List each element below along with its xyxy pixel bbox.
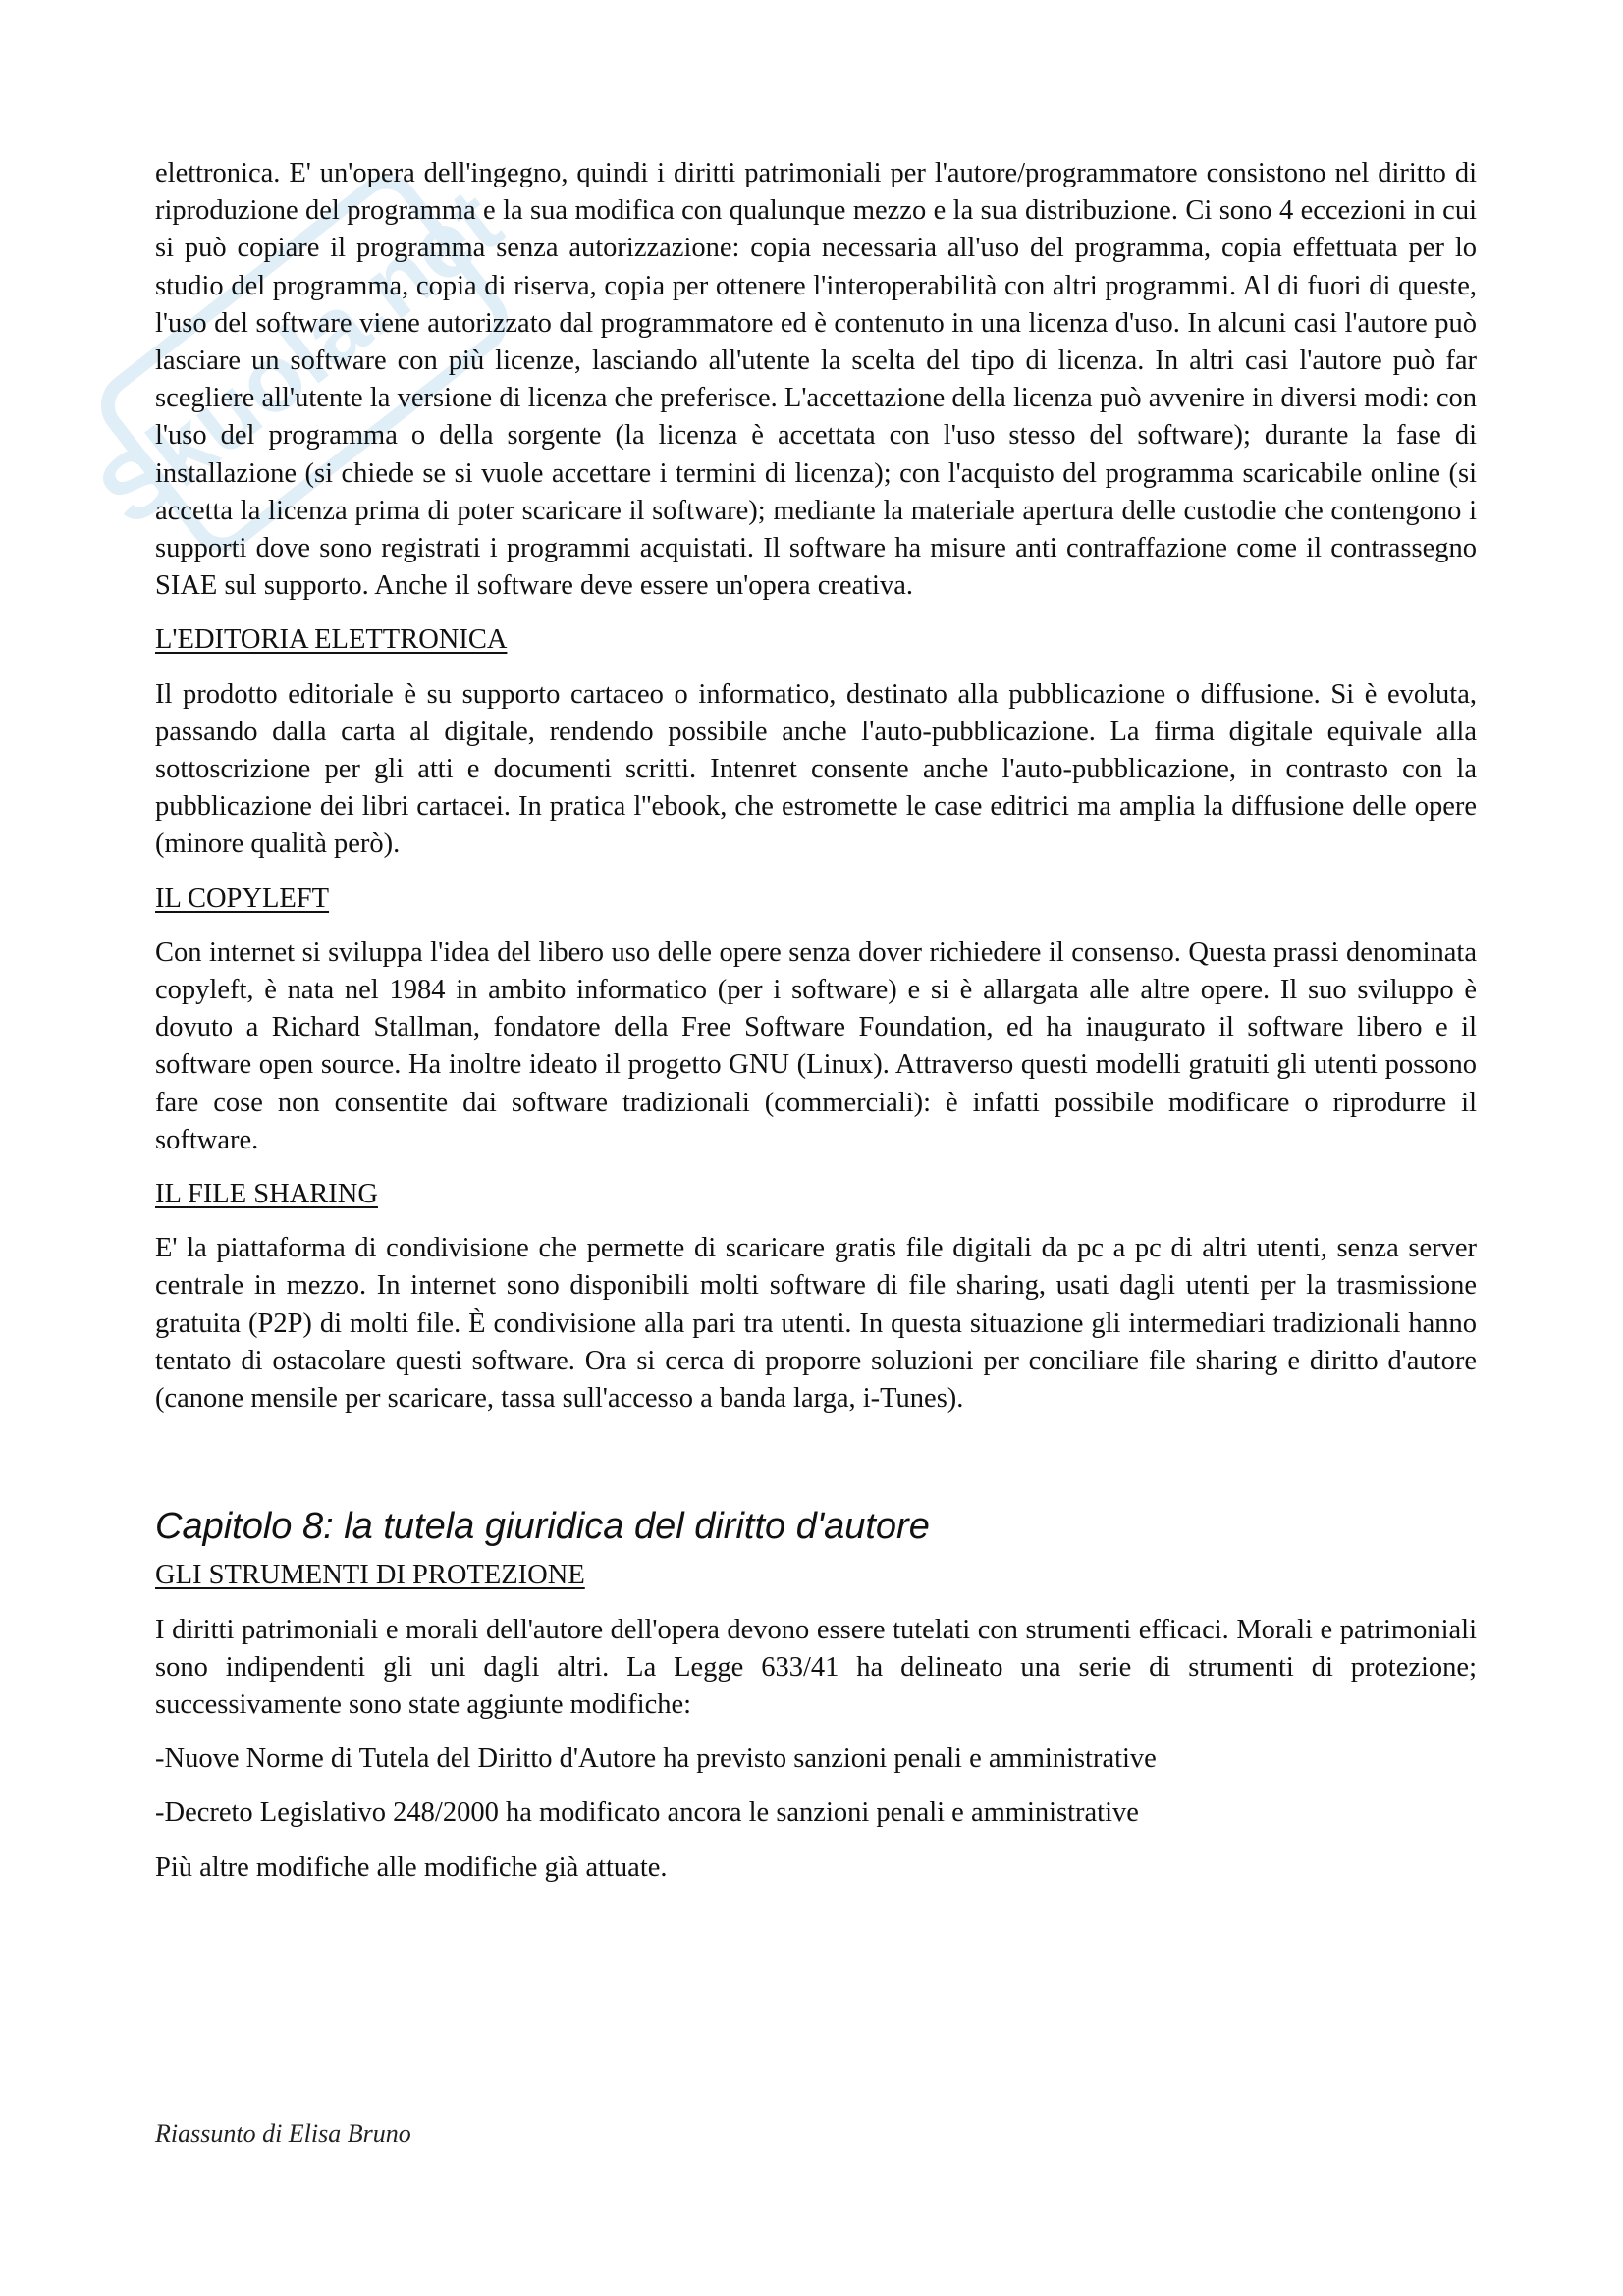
document-page — [155, 155, 1477, 1903]
paragraph: I diritti patrimoniali e morali dell'autore dell'opera devono essere tutelati con strumenti efficaci. Morali e patrimoniali sono indipendenti gli uni dagli altri. La Legge 633/41 ha delineato una serie di strumenti di protezione; successivamente sono state aggiunte modifiche: — [155, 1614, 1477, 1720]
list-item: -Nuove Norme di Tutela del Diritto d'Autore ha previsto sanzioni penali e amministrative — [155, 1743, 1157, 1775]
page-footer: Riassunto di Elisa Bruno — [155, 2119, 411, 2148]
section-heading-editoria: L'EDITORIA ELETTRONICA — [155, 624, 508, 656]
paragraph: Il prodotto editoriale è su supporto cartaceo o informatico, destinato alla pubblicazione o diffusione. Si è evoluta, passando dalla carta al digitale, rendendo possibile anche l'auto-pubblicazione. La firma digitale equivale alla sottoscrizione per gli atti e documenti scritti. Intenret consente anche l'auto-pubblicazione, in contrasto con la pubblicazione dei libri cartacei. In pratica l''ebook, che estromette le case editrici ma amplia la diffusione delle opere (minore qualità però). — [155, 678, 1477, 860]
list-item: -Decreto Legislativo 248/2000 ha modificato ancora le sanzioni penali e amministrative — [155, 1797, 1139, 1829]
watermark-text: Skuola.net — [80, 169, 520, 546]
section-heading-file-sharing: IL FILE SHARING — [155, 1179, 378, 1210]
section-heading-strumenti: GLI STRUMENTI DI PROTEZIONE — [155, 1560, 585, 1591]
section-heading-copyleft: IL COPYLEFT — [155, 882, 330, 914]
paragraph: elettronica. E' un'opera dell'ingegno, quindi i diritti patrimoniali per l'autore/programmatore consistono nel diritto di riproduzione del programma e la sua modifica con qualunque mezzo e la sua distribuzione. Ci sono 4 eccezioni in cui si può copiare il programma senza autorizzazione: copia necessaria all'uso del programma, copia effettuata per lo studio del programma, copia di riserva, copia per ottenere l'interoperabilità con altri programmi. Al di fuori di queste, l'uso del software viene autorizzato dal programmatore ed è contenuto in una licenza d'uso. In alcuni casi l'autore può lasciare un software con più licenze, lasciando all'utente la scelta del tipo di licenza. In altri casi l'autore può far scegliere all'utente la versione di licenza che preferisce. L'accettazione della licenza può avvenire in diversi modi: con l'uso del programma o della sorgente (la licenza è accettata con l'uso stesso del software); durante la fase di installazione (si chiede se si vuole accettare i termini di licenza); con l'acquisto del programma scaricabile online (si accetta la licenza prima di poter scaricare il software); mediante la materiale apertura delle custodie che contengono i supporti dove sono registrati i programmi acquistati. Il software ha misure anti contraffazione come il contrassegno SIAE sul supporto. Anche il software deve essere un'opera creativa. — [155, 158, 1477, 602]
paragraph: E' la piattaforma di condivisione che permette di scaricare gratis file digitali da pc a pc di altri utenti, senza server centrale in mezzo. In internet sono disponibili molti software di file sharing, usati dagli utenti per la trasmissione gratuita (P2P) di molti file. È condivisione alla pari tra utenti. In questa situazione gli intermediari tradizionali hanno tentato di ostacolare questi software. Ora si cerca di proporre soluzioni per conciliare file sharing e diritto d'autore (canone mensile per scaricare, tassa sull'accesso a banda larga, i-Tunes). — [155, 1233, 1477, 1415]
chapter-title: Capitolo 8: la tutela giuridica del diritto d'autore — [155, 1506, 930, 1548]
paragraph: Con internet si sviluppa l'idea del libero uso delle opere senza dover richiedere il consenso. Questa prassi denominata copyleft, è nata nel 1984 in ambito informatico (per i software) e si è allargata alle altre opere. Il suo sviluppo è dovuto a Richard Stallman, fondatore della Free Software Foundation, ed ha inaugurato il software libero e il software open source. Ha inoltre ideato il progetto GNU (Linux). Attraverso questi modelli gratuiti gli utenti possono fare cose non consentite dai software tradizionali (commerciali): è infatti possibile modificare o riprodurre il software. — [155, 936, 1477, 1155]
list-item: Più altre modifiche alle modifiche già attuate. — [155, 1851, 668, 1883]
